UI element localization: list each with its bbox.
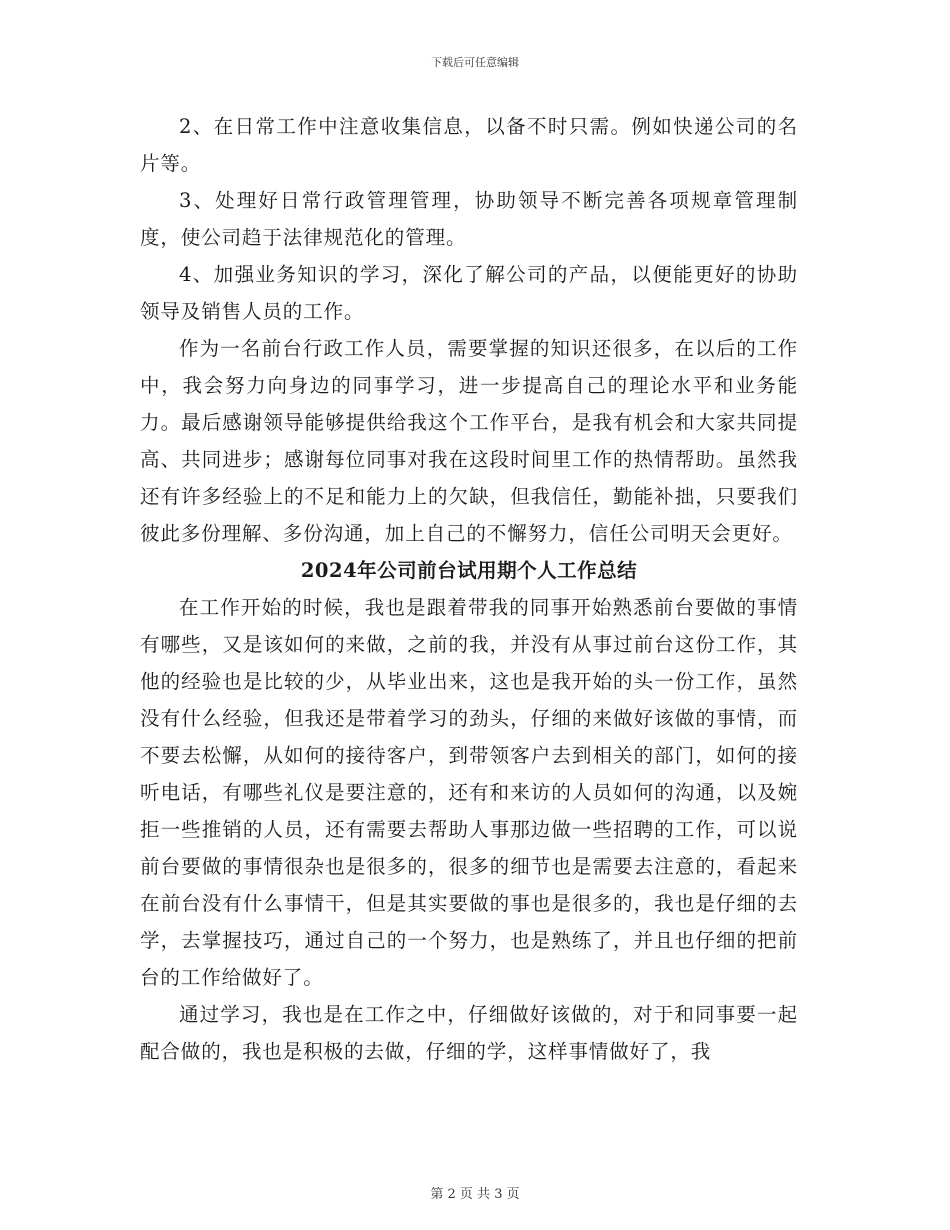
section-title: 2024年公司前台试用期个人工作总结 — [300, 559, 638, 582]
page-header-note: 下载后可任意编辑 — [431, 56, 519, 69]
page-number: 第 2 页 共 3 页 — [430, 1187, 520, 1202]
paragraph-summary-1: 在工作开始的时候，我也是跟着带我的同事开始熟悉前台要做的事情有哪些，又是该如何的来做，之前的我，并没有从事过前台这份工作，其他的经验也是比较的少，从毕业出来，这也是我开始的头一份工作，虽然没有什么经验，但我还是带着学习的劲头，仔细的来做好该做的事情，而不要去松懈，从如何的接待客户，到带领客户去到相关的部门，如何的接听电话，有哪些礼仪是要注意的，还有和来访的人员如何的沟通，以及婉拒一些推销的人员，还有需要去帮助人事那边做一些招聘的工作，可以说前台要做的事情很杂也是很多的，很多的细节也是需要去注意的，看起来在前台没有什么事情干，但是其实要做的事也是很多的，我也是仔细的去学，去掌握技巧，通过自己的一个努力，也是熟练了，并且也仔细的把前台的工作给做好了。 — [140, 596, 798, 989]
paragraph-item-3: 3、处理好日常行政管理管理，协助领导不断完善各项规章管理制度，使公司趋于法律规范化的管理。 — [140, 189, 798, 249]
paragraph-item-4: 4、加强业务知识的学习，深化了解公司的产品，以便能更好的协助领导及销售人员的工作。 — [140, 263, 798, 323]
paragraph-closing: 作为一名前台行政工作人员，需要掌握的知识还很多，在以后的工作中，我会努力向身边的同事学习，进一步提高自己的理论水平和业务能力。最后感谢领导能够提供给我这个工作平台，是我有机会和大家共同提高、共同进步；感谢每位同事对我在这段时间里工作的热情帮助。虽然我还有许多经验上的不足和能力上的欠缺，但我信任，勤能补拙，只要我们彼此多份理解、多份沟通，加上自己的不懈努力，信任公司明天会更好。 — [140, 337, 798, 545]
document-body — [140, 108, 798, 1070]
paragraph-item-2: 2、在日常工作中注意收集信息，以备不时只需。例如快递公司的名片等。 — [140, 115, 798, 175]
paragraph-summary-2: 通过学习，我也是在工作之中，仔细做好该做的，对于和同事要一起配合做的，我也是积极的去做，仔细的学，这样事情做好了，我 — [140, 1003, 798, 1063]
